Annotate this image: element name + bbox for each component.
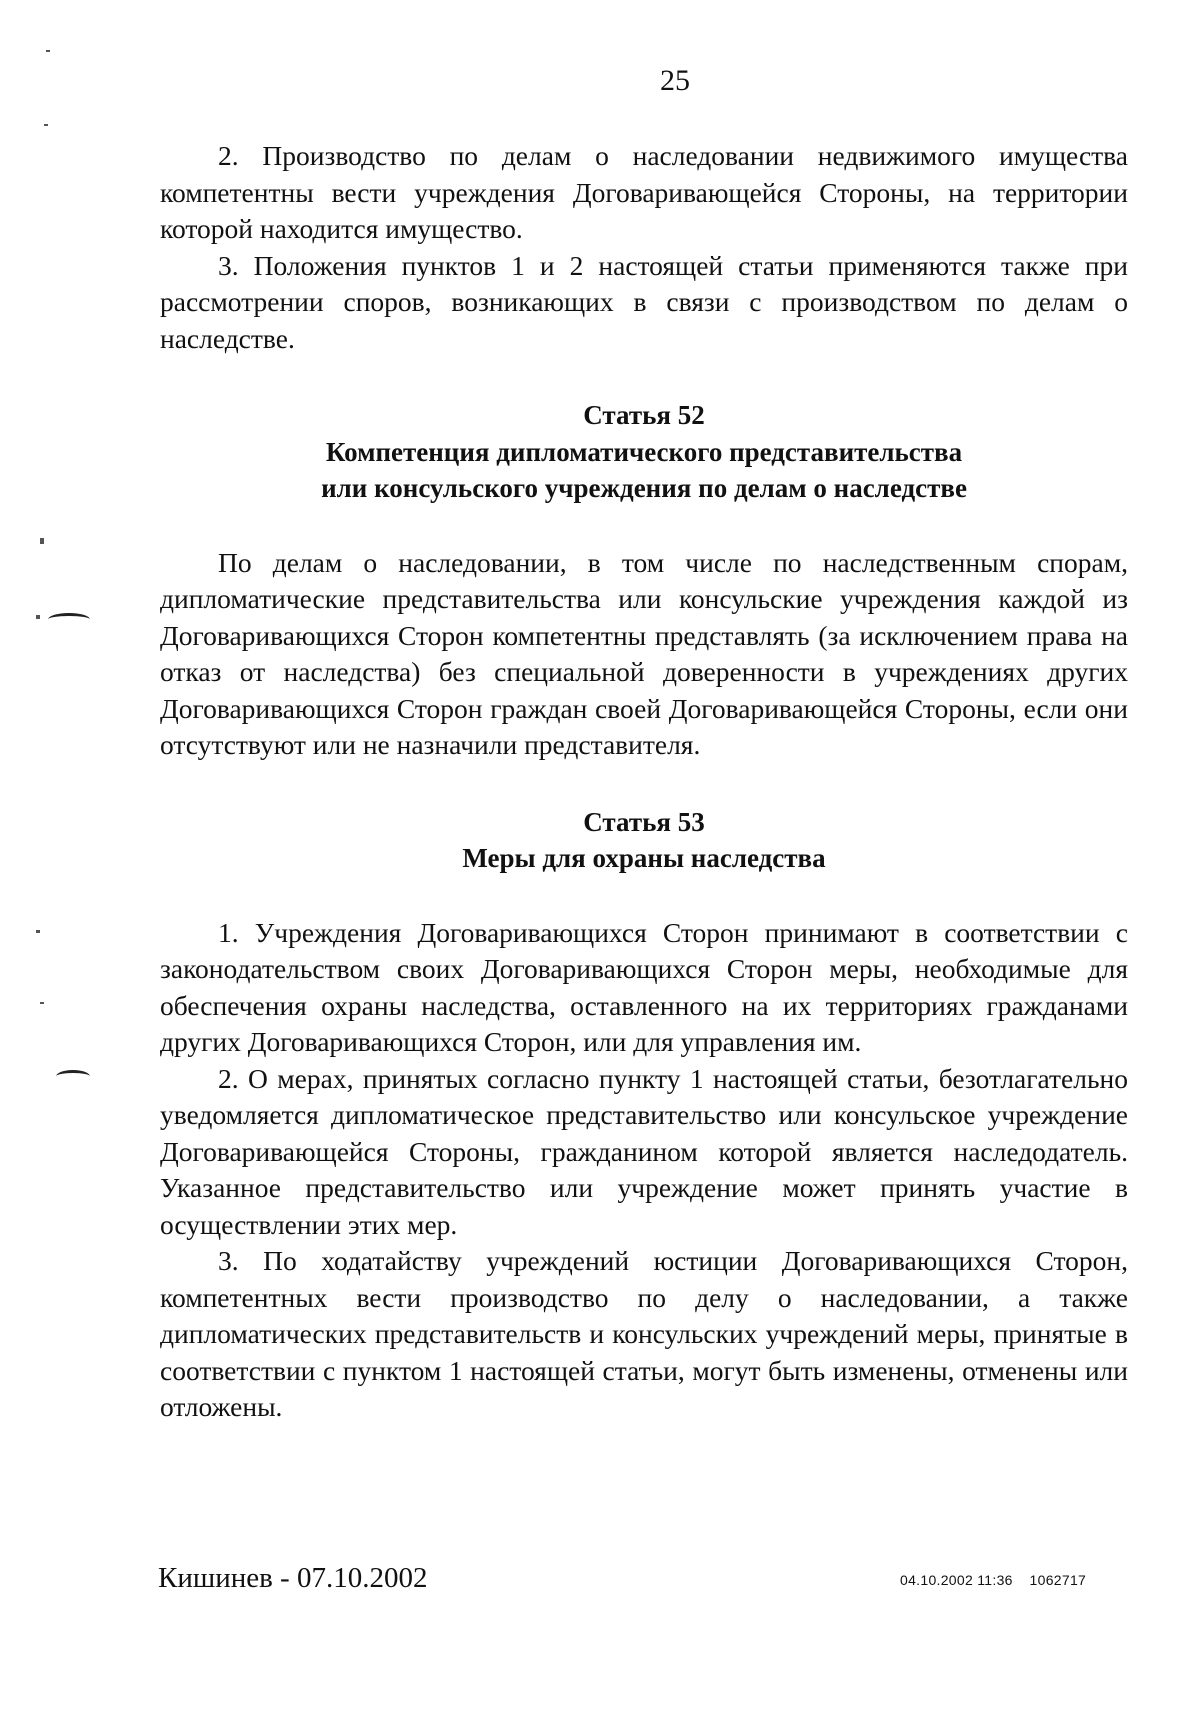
article-number: Статья 52 [583,400,705,430]
article-title: Компетенция дипломатического представительства [325,436,963,467]
article-title: или консульского учреждения по делам о наследстве [321,473,967,503]
scan-mark [40,538,44,544]
paragraph: 1. Учреждения Договаривающихся Сторон принимают в соответствии с законодательством своих Договаривающихся Сторон меры, необходимые для обеспечения охраны наследства, оставленного на их территориях гражданами других Договаривающихся Сторон, или для управления им. [160,916,1128,1057]
paragraph: 3. Положения пунктов 1 и 2 настоящей статьи применяются также при рассмотрении споров, возникающих в связи с производством по делам о наследстве. [160,249,1128,354]
scan-mark [48,613,90,626]
scan-mark [46,50,50,52]
page-number: 25 [660,64,690,97]
paragraph: 3. По ходатайству учреждений юстиции Договаривающихся Сторон, компетентных вести производство по делу о наследовании, а также дипломатических представительств и консульских учреждений меры, принятые в соответствии с пунктом 1 настоящей статьи, могут быть изменены, отменены или отложены. [160,1245,1128,1422]
scan-mark [36,615,40,619]
paragraph: 2. Производство по делам о наследовании недвижимого имущества компетентны вести учреждения Договаривающейся Стороны, на территории которой находится имущество. [160,140,1128,244]
article-title: Меры для охраны наследства [462,843,826,873]
paragraph: По делам о наследовании, в том числе по наследственным спорам, дипломатические представительства или консульские учреждения каждой из Договаривающихся Сторон компетентны представлять (за исключением права на отказ от наследства) без специальной доверенности в учреждениях других Договаривающихся Сторон граждан своей Договаривающейся Стороны, если они отсутствуют или не назначили представителя. [160,546,1128,760]
article-number: Статья 53 [583,806,705,837]
document-body [160,138,1128,1426]
scan-mark [44,124,48,126]
scan-mark [40,1002,44,1004]
paragraph: 2. О мерах, принятых согласно пункту 1 настоящей статьи, безотлагательно уведомляется дипломатическое представительство или консульское учреждение Договаривающейся Стороны, гражданином которой является наследодатель. Указанное представительство или учреждение может принять участие в осуществлении этих мер. [160,1062,1128,1240]
footer-timestamp: 04.10.2002 11:36 [900,1572,1013,1588]
scan-mark [56,1070,90,1083]
footer-stamp [900,1572,1086,1588]
footer-place-date: Кишинев - 07.10.2002 [158,1562,428,1594]
footer-doc-id: 1062717 [1029,1572,1087,1588]
scan-mark [36,930,40,933]
article-52-heading [160,397,1128,507]
article-53-heading [160,804,1128,877]
